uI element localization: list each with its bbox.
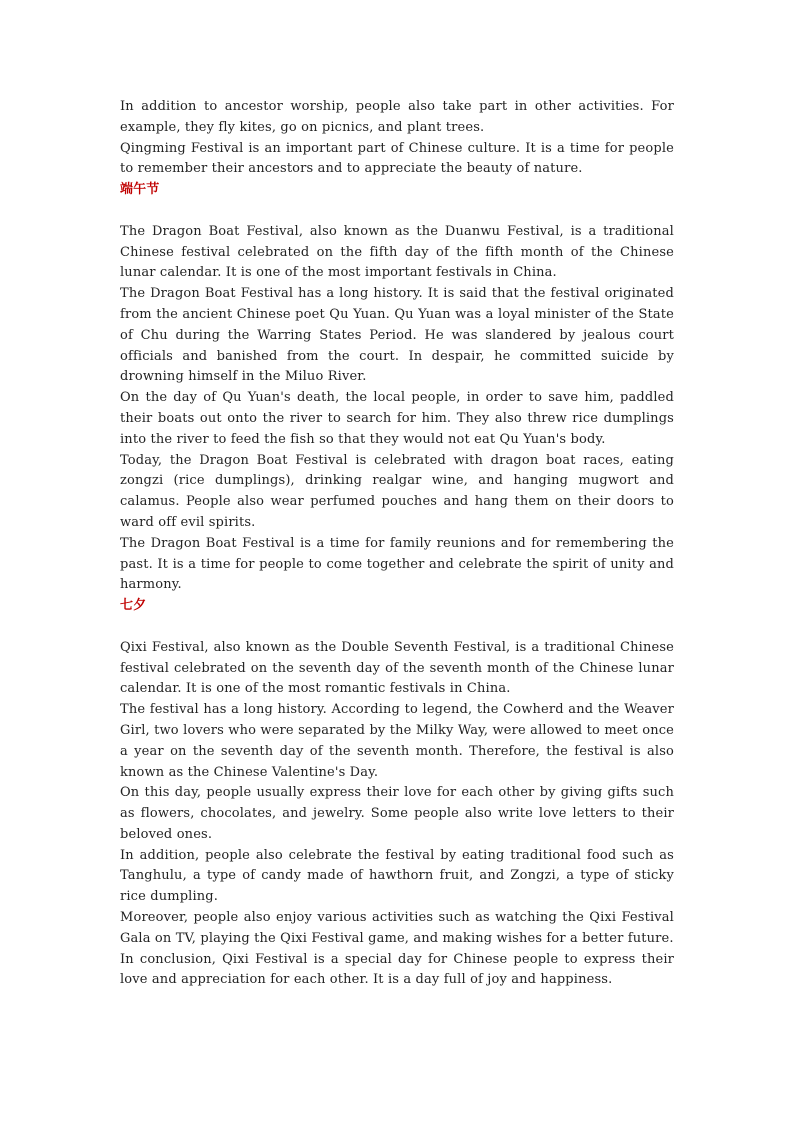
document-body [120, 97, 674, 991]
paragraph: The Dragon Boat Festival, also known as the Duanwu Festival, is a traditional Chinese festival celebrated on the fifth day of the fifth month of the Chinese lunar calendar. It is one of the most important festivals in China. [120, 223, 674, 281]
paragraph: The festival has a long history. According to legend, the Cowherd and the Weaver Girl, two lovers who were separated by the Milky Way, were allowed to meet once a year on the seventh day of the seventh month. Therefore, the festival is also known as the Chinese Valentine's Day. [120, 702, 674, 780]
section-heading-duanwu: 端午节 [120, 182, 160, 198]
paragraph: Qixi Festival, also known as the Double Seventh Festival, is a traditional Chinese festival celebrated on the seventh day of the seventh month of the Chinese lunar calendar. It is one of the most romantic festivals in China. [120, 639, 674, 697]
paragraph: In addition to ancestor worship, people also take part in other activities. For example, they fly kites, go on picnics, and plant trees. [120, 99, 674, 135]
paragraph: Moreover, people also enjoy various activities such as watching the Qixi Festival Gala on TV, playing the Qixi Festival game, and making wishes for a better future. [120, 910, 674, 946]
section-heading-qixi: 七夕 [120, 598, 147, 614]
paragraph: Today, the Dragon Boat Festival is celebrated with dragon boat races, eating zongzi (rice dumplings), drinking realgar wine, and hanging mugwort and calamus. People also wear perfumed pouches and hang them on their doors to ward off evil spirits. [120, 452, 674, 530]
paragraph: Qingming Festival is an important part of Chinese culture. It is a time for people to remember their ancestors and to appreciate the beauty of nature. [120, 140, 674, 177]
paragraph: In conclusion, Qixi Festival is a special day for Chinese people to express their love and appreciation for each other. It is a day full of joy and happiness. [120, 951, 674, 988]
paragraph: The Dragon Boat Festival has a long history. It is said that the festival originated from the ancient Chinese poet Qu Yuan. Qu Yuan was a loyal minister of the State of Chu during the Warring States Period. He was slandered by jealous court officials and banished from the court. In despair, he committed suicide by drowning himself in the Miluo River. [120, 286, 674, 385]
paragraph: In addition, people also celebrate the festival by eating traditional food such as Tanghulu, a type of candy made of hawthorn fruit, and Zongzi, a type of sticky rice dumpling. [120, 847, 674, 905]
paragraph: On the day of Qu Yuan's death, the local people, in order to save him, paddled their boats out onto the river to search for him. They also threw rice dumplings into the river to feed the fish so that they would not eat Qu Yuan's body. [120, 390, 674, 447]
paragraph: On this day, people usually express their love for each other by giving gifts such as flowers, chocolates, and jewelry. Some people also write love letters to their beloved ones. [120, 785, 674, 842]
paragraph: The Dragon Boat Festival is a time for family reunions and for remembering the past. It is a time for people to come together and celebrate the spirit of unity and harmony. [120, 535, 674, 593]
